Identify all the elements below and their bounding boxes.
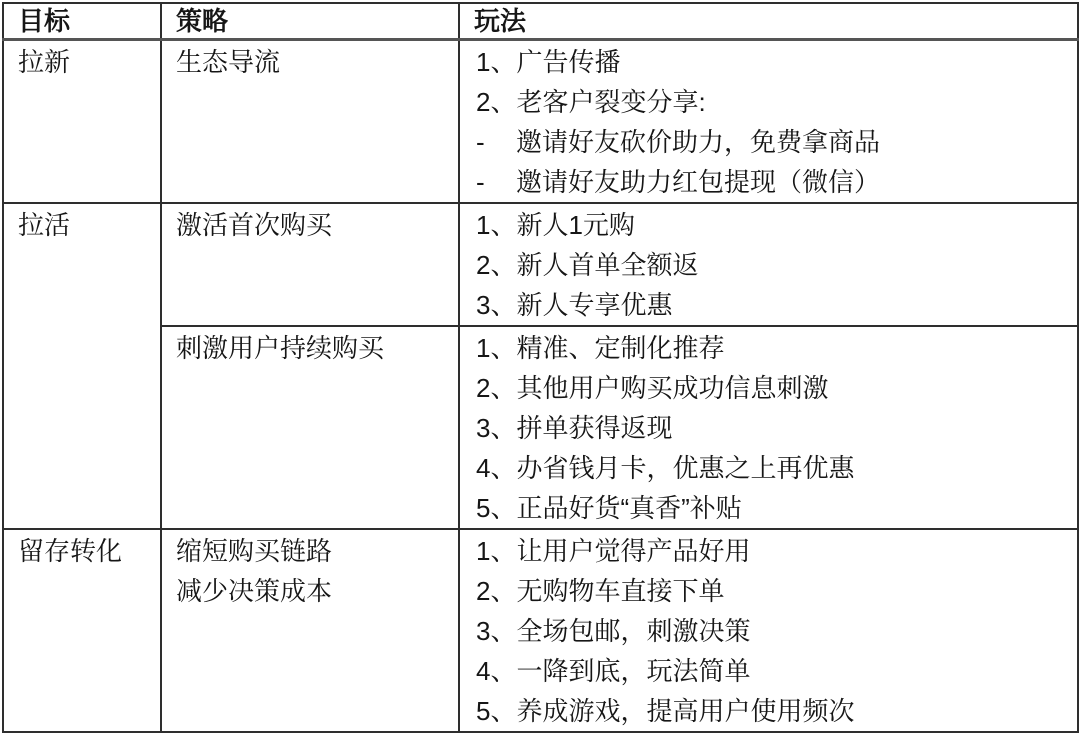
play-marker: 3、 — [476, 289, 517, 320]
strategy-line: 激活首次购买 — [176, 209, 333, 240]
play-marker: 5、 — [476, 492, 517, 523]
play-marker: 3、 — [476, 412, 517, 443]
table-row-activation-repeat — [3, 326, 1078, 529]
play-item — [476, 205, 1077, 245]
play-item — [476, 611, 1077, 651]
play-text: 新人首单全额返 — [516, 249, 699, 280]
goal-cell: 拉活 — [3, 203, 161, 529]
play-item — [476, 651, 1077, 691]
play-item — [476, 691, 1077, 731]
strategy-cell — [161, 203, 459, 326]
goal-cell: 拉新 — [3, 39, 161, 203]
strategy-line: 刺激用户持续购买 — [176, 332, 385, 363]
play-marker: 2、 — [476, 86, 517, 117]
play-marker: 2、 — [476, 249, 517, 280]
strategy-line: 缩短购买链路 — [176, 535, 333, 566]
play-marker: - — [476, 126, 485, 157]
play-item — [476, 245, 1077, 285]
play-item — [476, 368, 1077, 408]
strategy-table — [2, 2, 1079, 733]
table-row-activation-first — [3, 203, 1078, 326]
table-container — [2, 2, 1077, 733]
play-marker: 2、 — [476, 575, 517, 606]
plays-cell — [459, 529, 1078, 732]
play-item — [476, 408, 1077, 448]
column-header-strategy: 策略 — [161, 3, 459, 39]
play-item — [476, 488, 1077, 528]
goal-cell: 留存转化 — [3, 529, 161, 732]
play-marker: 2、 — [476, 372, 517, 403]
play-marker: 1、 — [476, 535, 517, 566]
play-item — [476, 448, 1077, 488]
table-row-acquisition — [3, 39, 1078, 203]
strategy-cell — [161, 529, 459, 732]
play-item — [476, 162, 1077, 202]
play-item — [476, 122, 1077, 162]
play-text: 让用户觉得产品好用 — [516, 535, 751, 566]
strategy-line: 生态导流 — [176, 46, 281, 77]
plays-cell — [459, 39, 1078, 203]
table-row-retention — [3, 529, 1078, 732]
play-marker: 5、 — [476, 695, 517, 726]
column-header-goal: 目标 — [3, 3, 161, 39]
play-item — [476, 82, 1077, 122]
play-text: 拼单获得返现 — [516, 412, 673, 443]
play-marker: 3、 — [476, 615, 517, 646]
play-marker: 4、 — [476, 452, 517, 483]
plays-cell — [459, 326, 1078, 529]
play-item — [476, 42, 1077, 82]
play-text: 邀请好友砍价助力，免费拿商品 — [516, 126, 881, 157]
play-marker: 1、 — [476, 46, 517, 77]
play-text: 新人专享优惠 — [516, 289, 673, 320]
play-text: 精准、定制化推荐 — [516, 332, 725, 363]
play-item — [476, 531, 1077, 571]
play-text: 其他用户购买成功信息刺激 — [516, 372, 829, 403]
play-item — [476, 328, 1077, 368]
play-item — [476, 571, 1077, 611]
play-text: 全场包邮，刺激决策 — [516, 615, 751, 646]
play-text: 办省钱月卡，优惠之上再优惠 — [516, 452, 855, 483]
table-header-row — [3, 3, 1078, 39]
plays-cell — [459, 203, 1078, 326]
play-marker: - — [476, 166, 485, 197]
strategy-line: 减少决策成本 — [176, 575, 333, 606]
play-item — [476, 285, 1077, 325]
column-header-plays: 玩法 — [459, 3, 1078, 39]
play-text: 养成游戏，提高用户使用频次 — [516, 695, 855, 726]
play-text: 邀请好友助力红包提现（微信） — [516, 166, 881, 197]
play-text: 无购物车直接下单 — [516, 575, 725, 606]
play-marker: 1、 — [476, 332, 517, 363]
play-marker: 4、 — [476, 655, 517, 686]
play-text: 老客户裂变分享: — [516, 86, 706, 117]
play-marker: 1、 — [476, 209, 517, 240]
play-text: 新人1元购 — [516, 209, 635, 240]
play-text: 正品好货“真香”补贴 — [516, 492, 742, 523]
play-text: 广告传播 — [516, 46, 621, 77]
strategy-cell — [161, 39, 459, 203]
strategy-cell — [161, 326, 459, 529]
play-text: 一降到底，玩法简单 — [516, 655, 751, 686]
